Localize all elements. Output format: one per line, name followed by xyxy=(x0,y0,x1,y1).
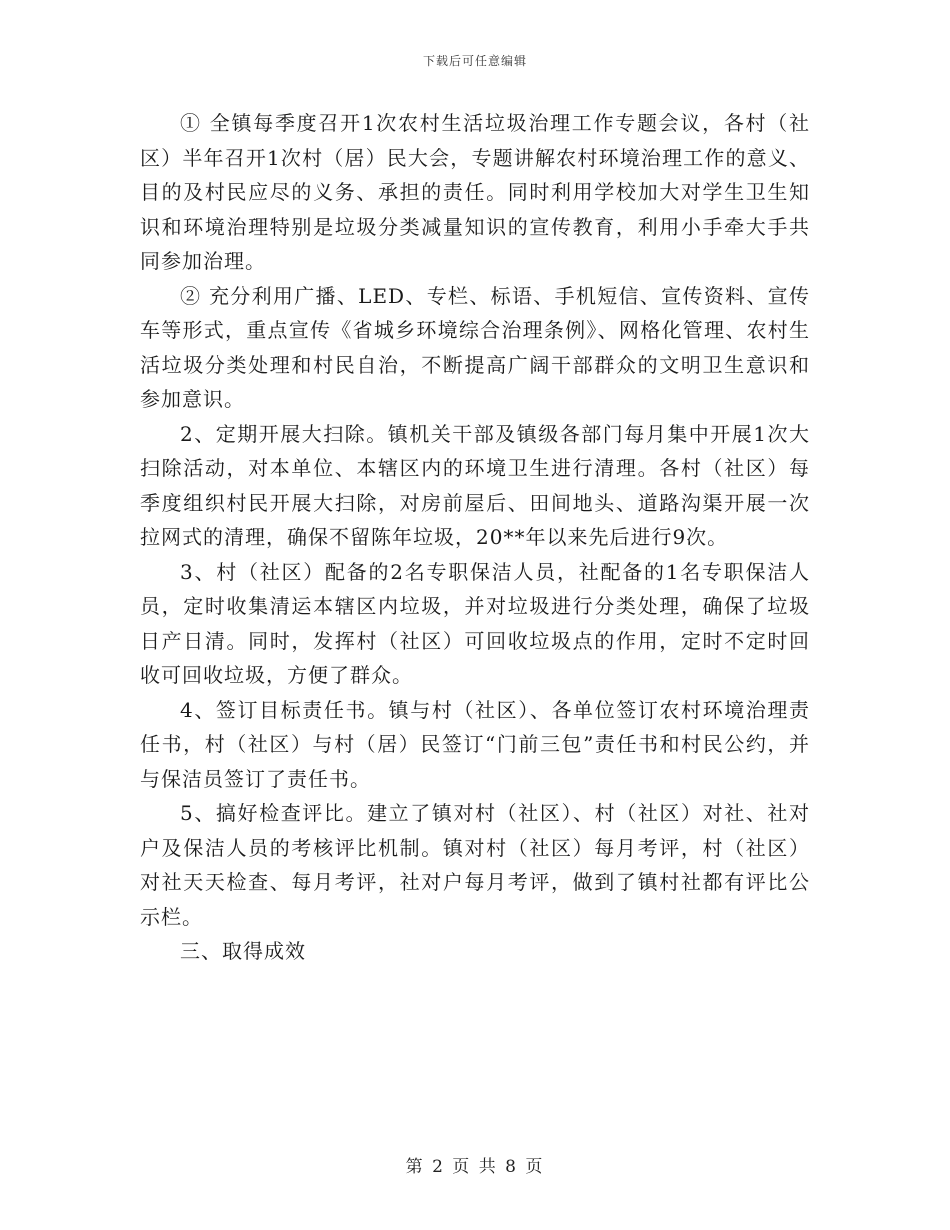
paragraph-4: 3、村（社区）配备的2名专职保洁人员，社配备的1名专职保洁人员，定时收集清运本辖区内垃圾，并对垃圾进行分类处理，确保了垃圾日产日清。同时，发挥村（社区）可回收垃圾点的作用，定时不定时回收可回收垃圾，方便了群众。 xyxy=(140,559,810,687)
paragraph-1: ① 全镇每季度召开1次农村生活垃圾治理工作专题会议，各村（社区）半年召开1次村（居）民大会，专题讲解农村环境治理工作的意义、目的及村民应尽的义务、承担的责任。同时利用学校加大对学生卫生知识和环境治理特别是垃圾分类减量知识的宣传教育，利用小手牵大手共同参加治理。 xyxy=(140,111,810,273)
document-body xyxy=(140,106,810,969)
section-heading: 三、取得成效 xyxy=(180,939,306,963)
page-header: 下载后可任意编辑 xyxy=(422,54,527,68)
paragraph-5: 4、签订目标责任书。镇与村（社区）、各单位签订农村环境治理责任书，村（社区）与村（居）民签订“门前三包”责任书和村民公约，并与保洁员签订了责任书。 xyxy=(140,697,810,791)
paragraph-6: 5、搞好检查评比。建立了镇对村（社区）、村（社区）对社、社对户及保洁人员的考核评比机制。镇对村（社区）每月考评，村（社区）对社天天检查、每月考评，社对户每月考评，做到了镇村社都有评比公示栏。 xyxy=(140,801,810,929)
page-footer: 第 2 页 共 8 页 xyxy=(405,1157,545,1177)
paragraph-2: ② 充分利用广播、LED、专栏、标语、手机短信、宣传资料、宣传车等形式，重点宣传《省城乡环境综合治理条例》、网格化管理、农村生活垃圾分类处理和村民自治，不断提高广阔干部群众的文明卫生意识和参加意识。 xyxy=(140,283,810,411)
paragraph-3: 2、定期开展大扫除。镇机关干部及镇级各部门每月集中开展1次大扫除活动，对本单位、本辖区内的环境卫生进行清理。各村（社区）每季度组织村民开展大扫除，对房前屋后、田间地头、道路沟渠开展一次拉网式的清理，确保不留陈年垃圾，20**年以来先后进行9次。 xyxy=(140,421,810,549)
